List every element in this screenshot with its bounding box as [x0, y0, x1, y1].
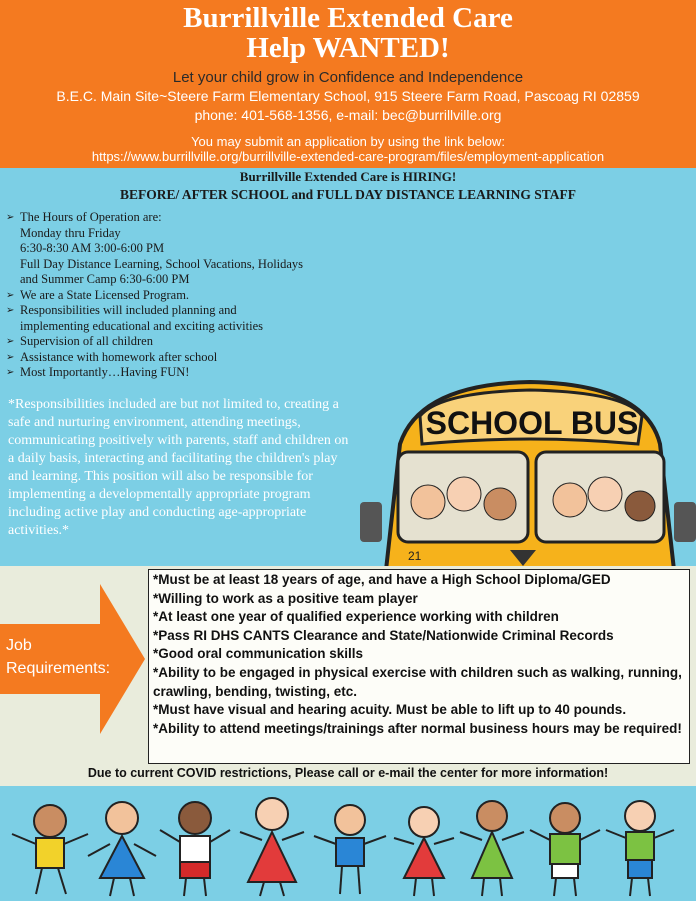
- submit-note: You may submit an application by using the link below:: [191, 134, 505, 149]
- child-figure: [240, 798, 304, 896]
- info-section: [0, 168, 696, 566]
- covid-note: Due to current COVID restrictions, Please call or e-mail the center for more information!: [87, 766, 609, 780]
- bus-sign: SCHOOL BUS: [425, 405, 639, 441]
- children-illustration: [0, 786, 696, 901]
- application-link[interactable]: https://www.burrillville.org/burrillville-extended-care-program/files/employment-application: [91, 149, 605, 164]
- list-item: ➢ The Hours of Operation are: Monday thru Friday 6:30-8:30 AM 3:00-6:00 PM Full Day Distance Learning, School Vacations, Holidays and Summer Camp 6:30-6:00 PM: [6, 210, 346, 288]
- child-figure: [530, 803, 600, 896]
- list-item: ➢ Assistance with homework after school: [6, 350, 346, 366]
- help-wanted-heading: Help WANTED!: [246, 32, 450, 64]
- header-banner: [0, 0, 696, 168]
- kids-illustration-band: [0, 786, 696, 901]
- list-item: ➢ Responsibilities will included planning and implementing educational and exciting activities: [6, 303, 346, 334]
- list-item: ➢ We are a State Licensed Program.: [6, 288, 346, 304]
- requirement-item: *Willing to work as a positive team player: [153, 590, 418, 606]
- list-item: ➢ Supervision of all children: [6, 334, 346, 350]
- child-figure: [314, 805, 386, 894]
- requirement-item: *Ability to be engaged in physical exercise with children such as walking, running, crawling, bending, twisting, etc.: [153, 664, 682, 699]
- child-figure: [160, 802, 230, 896]
- requirement-item: *Must have visual and hearing acuity. Must be able to lift up to 40 pounds.: [153, 702, 627, 718]
- child-figure: [12, 805, 88, 894]
- requirement-item: *Good oral communication skills: [153, 646, 364, 662]
- child-figure: [394, 807, 454, 896]
- requirement-item: *Ability to attend meetings/trainings after normal business hours may be required!: [153, 720, 682, 736]
- bus-number: 21: [408, 549, 422, 563]
- requirements-label: Job Requirements:: [6, 637, 111, 677]
- benefits-list: [6, 210, 346, 381]
- responsibilities-note: *Responsibilities included are but not limited to, creating a safe and nurturing environment, attending meetings, communicating positively with parents, staff and children on a daily basis, interacting and facilitating the children's play and learning. This position will also be responsible for implementing a developmentally appropriate program including active play and conducting age-appropriate activities.*: [8, 397, 349, 538]
- requirements-box: [148, 569, 690, 764]
- hiring-line: Burrillville Extended Care is HIRING!: [239, 169, 457, 184]
- hiring-heading: [0, 168, 696, 204]
- list-item: ➢ Most Importantly…Having FUN!: [6, 365, 346, 381]
- contact-info: phone: 401-568-1356, e-mail: bec@burrillville.org: [194, 107, 502, 123]
- tagline: Let your child grow in Confidence and Independence: [172, 69, 524, 86]
- site-address: B.E.C. Main Site~Steere Farm Elementary School, 915 Steere Farm Road, Pascoag RI 02859: [56, 88, 640, 104]
- requirement-item: *Must be at least 18 years of age, and have a High School Diploma/GED: [153, 572, 611, 587]
- page-title: Burrillville Extended Care: [183, 2, 513, 34]
- requirement-item: *Pass RI DHS CANTS Clearance and State/Nationwide Criminal Records: [153, 627, 614, 643]
- child-figure: [460, 801, 524, 896]
- child-figure: [88, 802, 156, 896]
- child-figure: [606, 801, 674, 896]
- staff-line: BEFORE/ AFTER SCHOOL and FULL DAY DISTANCE LEARNING STAFF: [119, 187, 577, 202]
- requirement-item: *At least one year of qualified experience working with children: [153, 609, 559, 625]
